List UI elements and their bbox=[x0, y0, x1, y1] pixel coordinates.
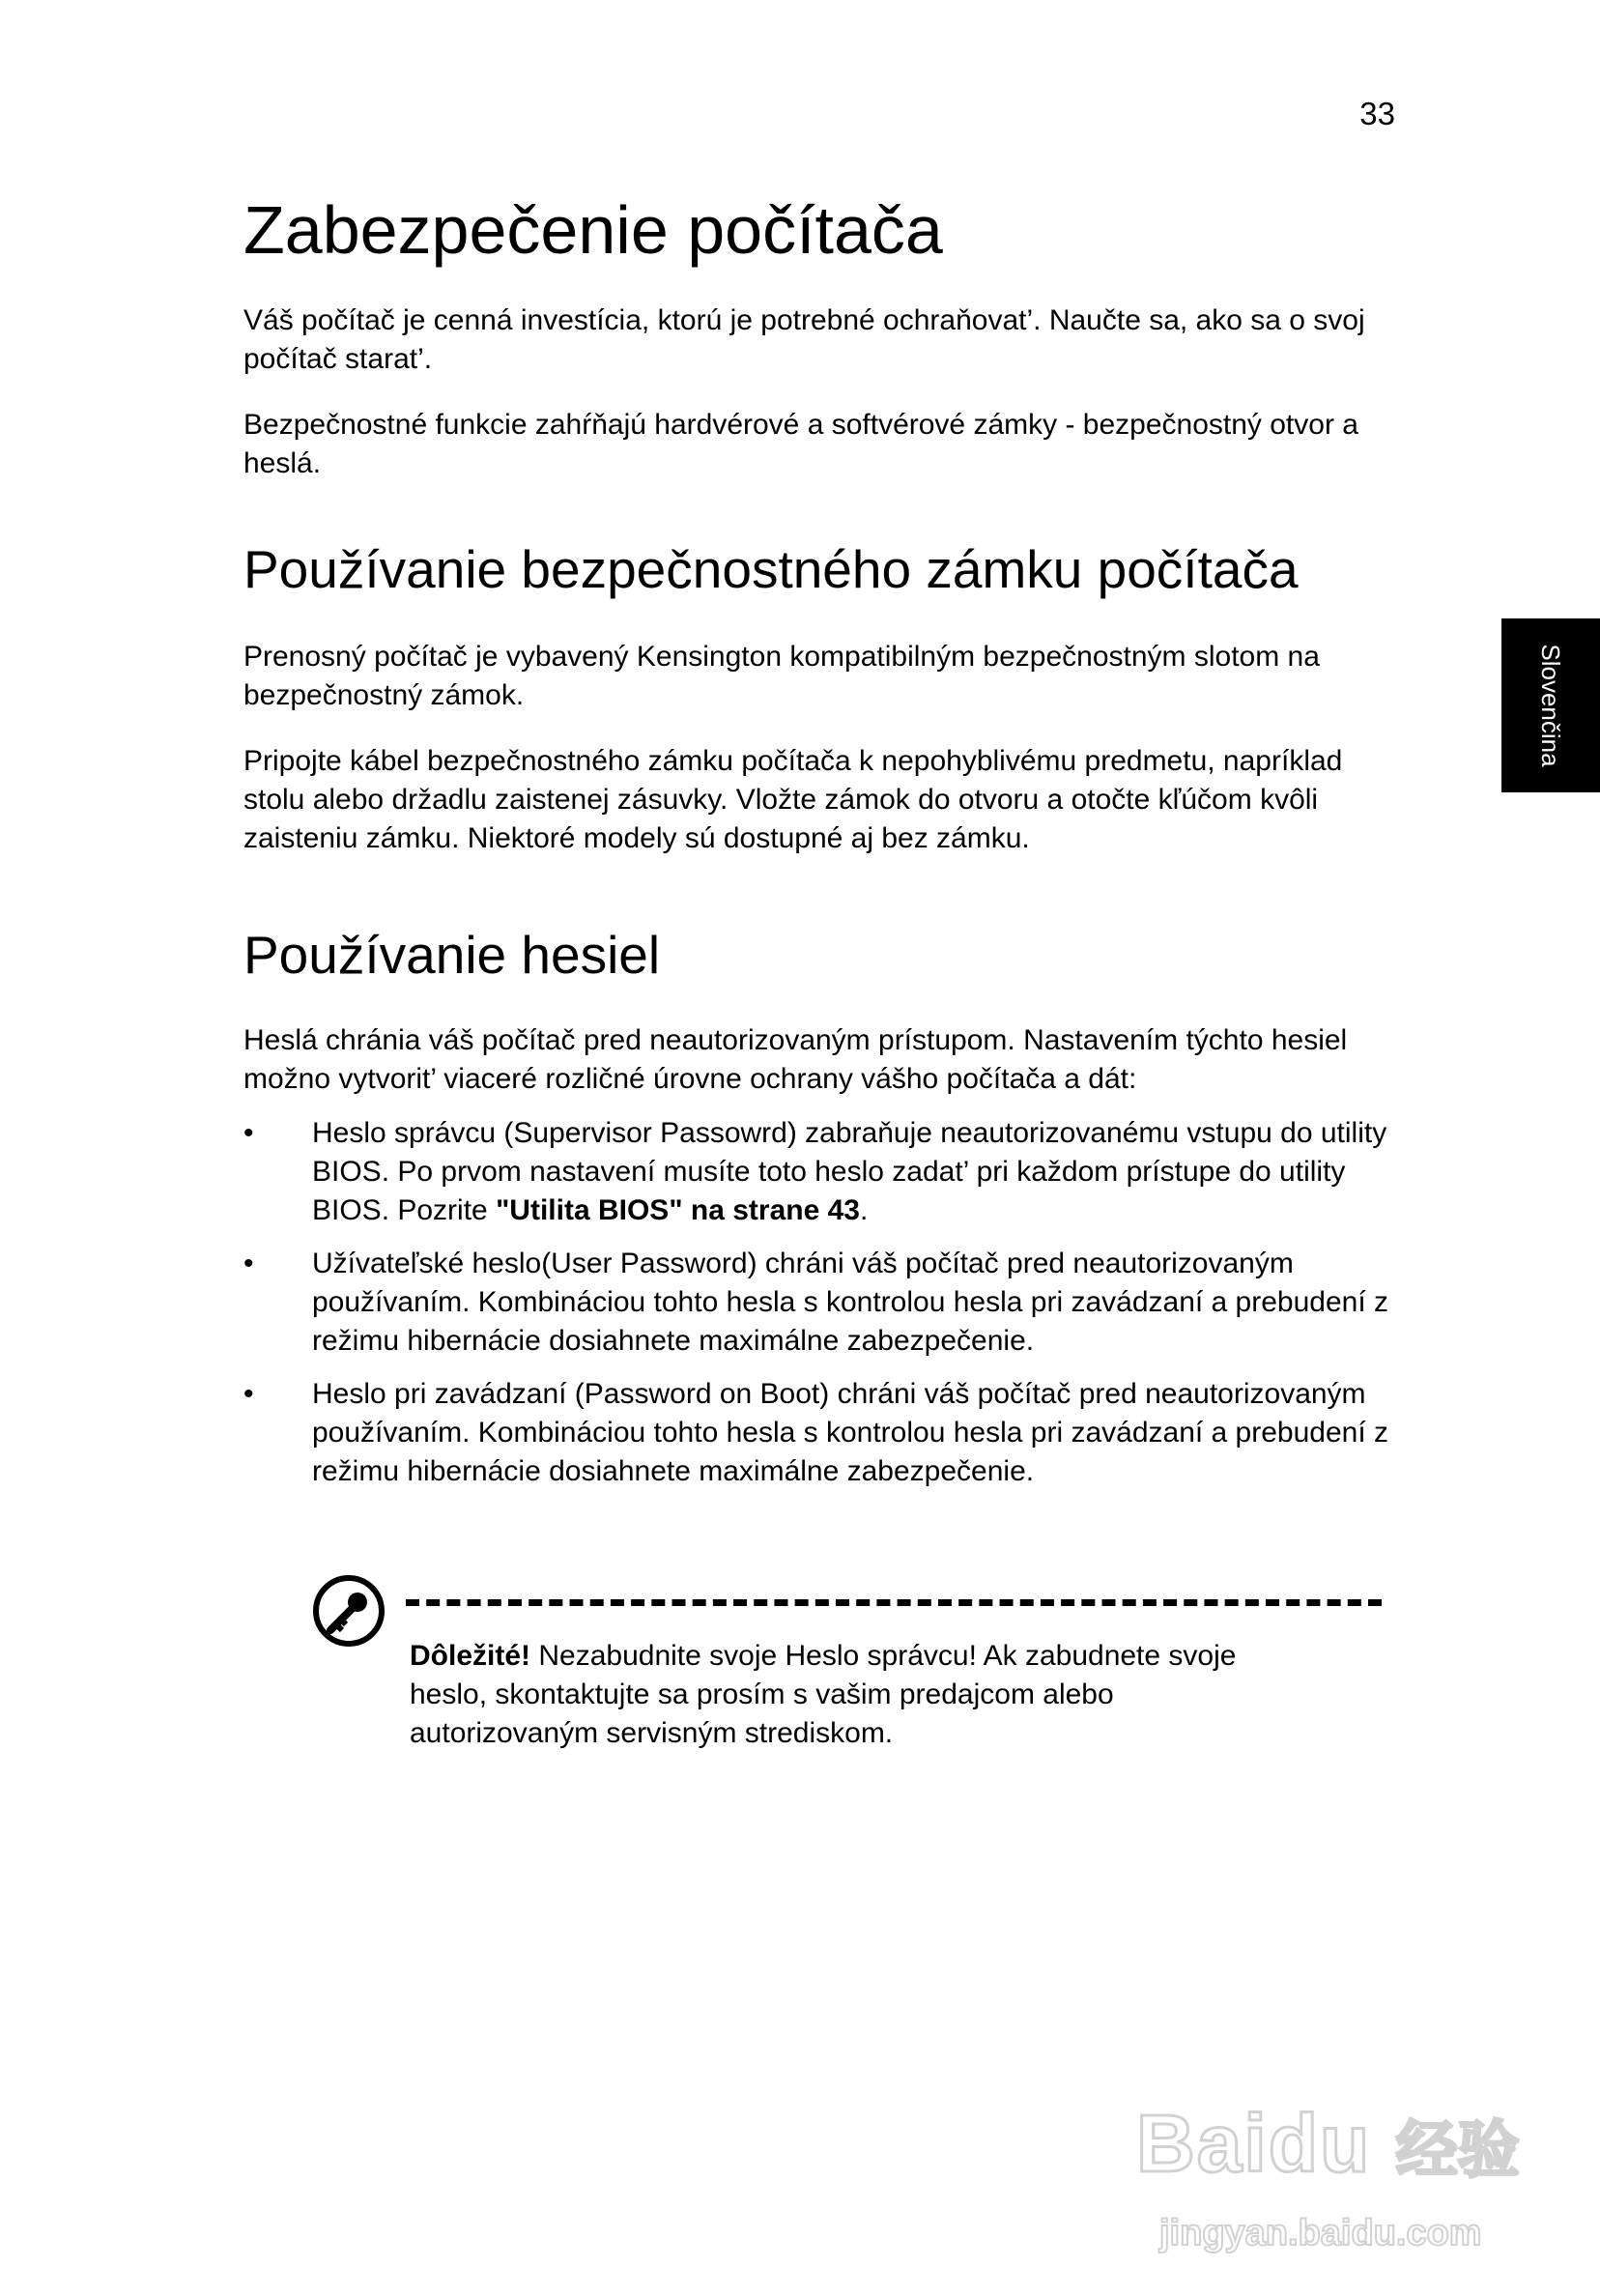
language-side-tab bbox=[1501, 618, 1600, 792]
lock-paragraph-1: Prenosný počítač je vybavený Kensington kompatibilným bezpečnostným slotom na bezpečnostný zámok. bbox=[243, 641, 1320, 711]
list-item-text: Heslo správcu (Supervisor Passowrd) zabraňuje neautorizovanému vstupu do utility BIOS. Po prvom nastavení musíte toto heslo zadat’ pri každom prístupe do utility BIOS. Pozrite bbox=[312, 1117, 1387, 1226]
watermark-text-1: Bai bbox=[1136, 2098, 1269, 2189]
language-tab-label: Slovenčina bbox=[1536, 644, 1565, 767]
note-text: Nezabudnite svoje Heslo správcu! Ak zabudnete svoje heslo, skontaktujte sa prosím s vašim predajcom alebo autorizovaným servisným strediskom. bbox=[410, 1640, 1237, 1749]
page-number: 33 bbox=[1359, 96, 1395, 131]
section-heading-passwords: Používanie hesiel bbox=[243, 925, 661, 985]
bullet-icon: • bbox=[243, 1117, 254, 1149]
section-heading-lock: Používanie bezpečnostného zámku počítača bbox=[243, 539, 1299, 599]
list-item-text: Užívateľské heslo(User Password) chráni váš počítač pred neautorizovaným používaním. Kombináciou tohto hesla s kontrolou hesla pri zavádzaní a prebudení z režimu hibernácie dosiahnete maximálne zabezpečenie. bbox=[312, 1248, 1389, 1357]
watermark-text-cn: 经验 bbox=[1395, 2115, 1520, 2185]
intro-paragraph-1: Váš počítač je cenná investícia, ktorú je potrebné ochraňovat’. Naučte sa, ako sa o svoj počítač starat’. bbox=[243, 304, 1365, 375]
bullet-icon: • bbox=[243, 1248, 254, 1279]
list-item bbox=[243, 1375, 1393, 1491]
list-item-text: Heslo pri zavádzaní (Password on Boot) chráni váš počítač pred neautorizovaným používaním. Kombináciou tohto hesla s kontrolou hesla pri zavádzaní a prebudení z režimu hibernácie dosiahnete maximálne zabezpečenie. bbox=[312, 1378, 1389, 1487]
note-label: Dôležité! bbox=[410, 1640, 531, 1672]
watermark-logo bbox=[1136, 2097, 1520, 2191]
baidu-watermark bbox=[1121, 2039, 1520, 2261]
key-icon bbox=[311, 1573, 386, 1649]
watermark-text-2: du bbox=[1268, 2098, 1372, 2189]
lock-paragraph-2: Pripojte kábel bezpečnostného zámku počítača k nepohyblivému predmetu, napríklad stolu alebo držadlu zaistenej zásuvky. Vložte zámok do otvoru a otočte kľúčom kvôli zaisteniu zámku. Niektoré modely sú dostupné aj bez zámku. bbox=[243, 745, 1343, 854]
note-divider bbox=[406, 1599, 1382, 1606]
password-types-list bbox=[243, 1114, 1393, 1506]
list-item-suffix: . bbox=[859, 1194, 869, 1226]
page-title: Zabezpečenie počítača bbox=[243, 192, 943, 268]
list-item bbox=[243, 1245, 1393, 1361]
bios-reference-link[interactable]: "Utilita BIOS" na strane 43 bbox=[496, 1194, 860, 1226]
bullet-icon: • bbox=[243, 1378, 254, 1410]
intro-paragraph-2: Bezpečnostné funkcie zahŕňajú hardvérové a softvérové zámky - bezpečnostný otvor a heslá. bbox=[243, 409, 1358, 479]
important-note bbox=[410, 1637, 1299, 1753]
watermark-url: jingyan.baidu.com bbox=[1159, 2213, 1482, 2253]
list-item bbox=[243, 1114, 1393, 1230]
passwords-paragraph-1: Heslá chránia váš počítač pred neautorizovaným prístupom. Nastavením týchto hesiel možno vytvorit’ viaceré rozličné úrovne ochrany vášho počítača a dát: bbox=[243, 1024, 1348, 1095]
